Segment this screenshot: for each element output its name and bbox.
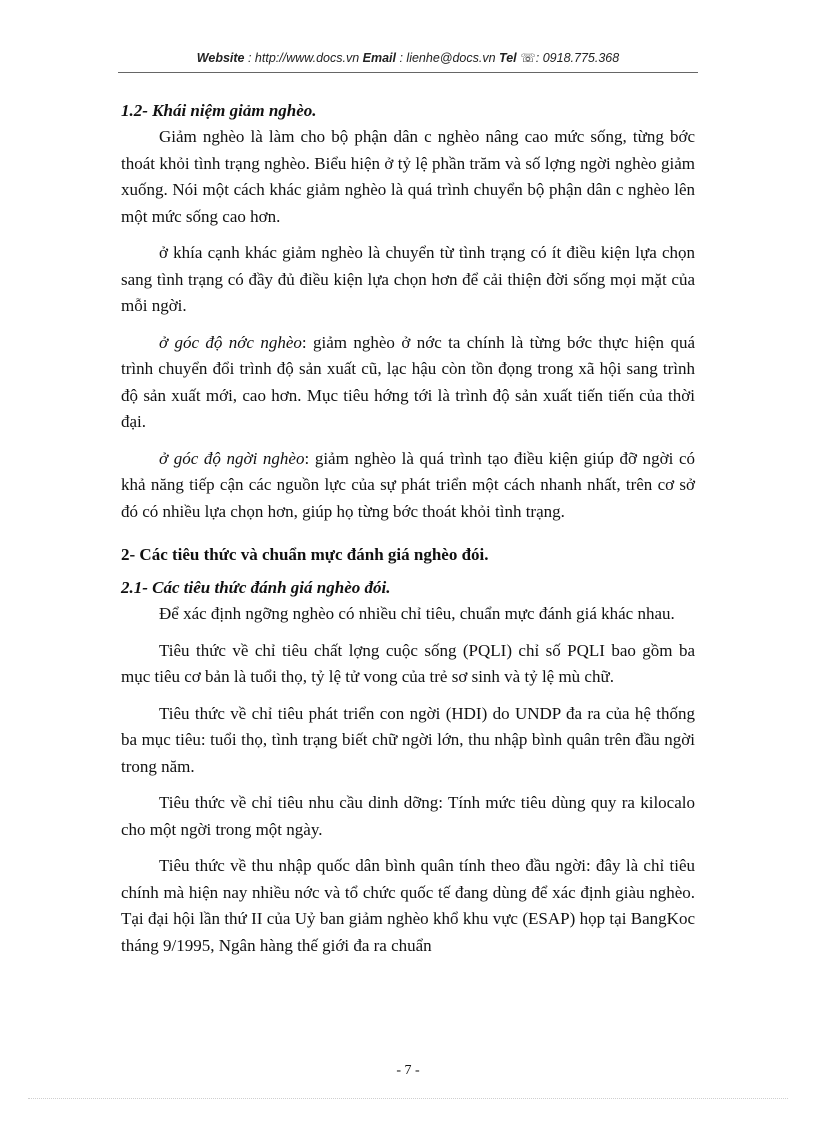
document-body [121, 97, 695, 959]
email-value: : lienhe@docs.vn [399, 51, 496, 65]
website-label: Website [196, 51, 245, 65]
paragraph [121, 446, 695, 526]
phone-icon: ☏ [520, 51, 536, 65]
paragraph-text: : giảm nghèo ở nớc ta chính là từng bớc thực hiện quá trình chuyển đổi trình độ sản xuất cũ, lạc hậu còn tồn đọng trong xã hội sang trình độ sản xuất mới, cao hơn. Mục tiêu hớng tới là trình độ sản xuất tiến tiến của thời đại. [121, 332, 695, 431]
paragraph: Tiêu thức về chỉ tiêu nhu cầu dinh dỡng: Tính mức tiêu dùng quy ra kilocalo cho một ngời trong một ngày. [121, 793, 695, 839]
page-number: - 7 - [396, 1063, 420, 1078]
paragraph: Tiêu thức về thu nhập quốc dân bình quân tính theo đầu ngời: đây là chỉ tiêu chính mà hiện nay nhiều nớc và tổ chức quốc tế đang dùng để xác định giàu nghèo. Tại đại hội lần thứ II của Uỷ ban giảm nghèo khổ khu vực (ESAP) họp tại BangKoc tháng 9/1995, Ngân hàng thế giới đa ra chuẩn [121, 856, 695, 955]
page-header [118, 50, 698, 65]
footer-divider [28, 1098, 788, 1099]
paragraph: Giảm nghèo là làm cho bộ phận dân c nghèo nâng cao mức sống, từng bớc thoát khỏi tình trạng nghèo. Biểu hiện ở tỷ lệ phần trăm và số lợng ngời nghèo giảm xuống. Nói một cách khác giảm nghèo là quá trình chuyển bộ phận dân c nghèo lên một mức sống cao hơn. [121, 127, 695, 226]
website-value: : http://www.docs.vn [247, 51, 360, 65]
heading-2-1: 2.1- Các tiêu thức đánh giá nghèo đói. [121, 578, 391, 597]
paragraph [121, 330, 695, 436]
paragraph-text: : giảm nghèo là quá trình tạo điều kiện giúp đỡ ngời có khả năng tiếp cận các nguồn lực của sự phát triển một cách nhanh nhất, trên cơ sở đó có nhiều lựa chọn hơn, giúp họ từng bớc thoát khỏi tình trạng. [121, 448, 695, 521]
header-divider [118, 72, 698, 73]
paragraph: ở khía cạnh khác giảm nghèo là chuyển từ tình trạng có ít điều kiện lựa chọn sang tình trạng có đầy đủ điều kiện lựa chọn hơn để cải thiện đời sống mọi mặt của mỗi ngời. [121, 243, 695, 315]
paragraph: Tiêu thức về chỉ tiêu phát triển con ngời (HDI) do UNDP đa ra của hệ thống ba mục tiêu: tuổi thọ, tình trạng biết chữ ngời lớn, thu nhập bình quân trên đầu ngời trong năm. [121, 703, 695, 776]
heading-1-2: 1.2- Khái niệm giảm nghèo. [121, 101, 317, 120]
tel-value: : 0918.775.368 [535, 51, 620, 65]
tel-label: Tel [499, 51, 517, 65]
paragraph: Tiêu thức về chỉ tiêu chất lợng cuộc sống (PQLI) chỉ số PQLI bao gồm ba mục tiêu cơ bản là tuổi thọ, tỷ lệ tử vong của trẻ sơ sinh và tỷ lệ mù chữ. [121, 640, 695, 686]
paragraph: Để xác định ngỡng nghèo có nhiều chỉ tiêu, chuẩn mực đánh giá khác nhau. [159, 604, 675, 623]
paragraph-lead: ở góc độ ngời nghèo [159, 448, 305, 468]
heading-2: 2- Các tiêu thức và chuẩn mực đánh giá nghèo đói. [121, 545, 489, 564]
paragraph-lead: ở góc độ nớc nghèo [159, 332, 302, 352]
email-label: Email [362, 51, 396, 65]
